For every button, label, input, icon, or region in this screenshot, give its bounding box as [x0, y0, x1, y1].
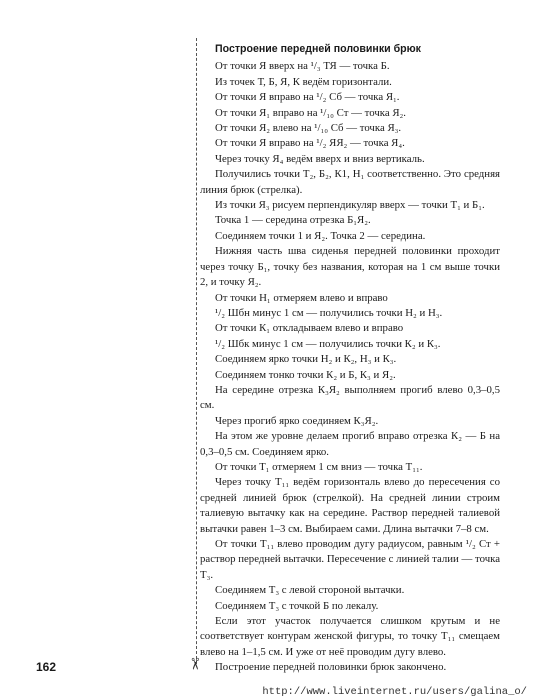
paragraph: Соединяем тонко точки К₂ и Б, К₃ и Я₂. [215, 368, 396, 381]
paragraph: От точки Т₁₁ влево проводим дугу радиусом, равным ¹/₂ Ст + раствор передней вытачки. Пересечение с линией талии — точка Т₃. [200, 538, 500, 581]
paragraph: Соединяем Т₃ с левой стороной вытачки. [215, 584, 405, 597]
paragraph: Если этот участок получается слишком крутым и не соответствует контурам женской фигуры, то точку Т₁₁ смещаем влево на 1–1,5 см. И уже от неё проводим дугу влево. [200, 615, 500, 658]
paragraph: От точки Н₁ отмеряем влево и вправо [215, 291, 388, 304]
paragraph: От точки Я вверх на ¹/₃ ТЯ — точка Б. [215, 60, 390, 73]
paragraph: Соединяем точки 1 и Я₂. Точка 2 — середина. [215, 229, 426, 242]
page-content [200, 42, 500, 676]
section-title: Построение передней половинки брюк [215, 43, 421, 55]
paragraph: Через прогиб ярко соединяем К₃Я₂. [215, 414, 379, 427]
paragraph: Соединяем ярко точки Н₂ и К₂, Н₃ и К₃. [215, 353, 397, 366]
paragraph: Построение передней половинки брюк закончено. [215, 661, 447, 674]
paragraph: Соединяем Т₃ с точкой Б по лекалу. [215, 599, 379, 612]
paragraph: От точки Т₁ отмеряем 1 см вниз — точка Т₁₁. [215, 460, 423, 473]
paragraph: Из точек Т, Б, Я, К ведём горизонтали. [215, 75, 392, 88]
scissors-icon: ✂ [185, 657, 205, 671]
paragraph: Из точки Я₃ рисуем перпендикуляр вверх — точки Т₁ и Б₁. [215, 199, 485, 212]
cut-line [196, 38, 197, 664]
paragraph: Нижняя часть шва сиденья передней половинки проходит через точку Б₁, точку без названия, которая на 1 см выше точки 2, и точку Я₂. [200, 245, 500, 289]
paragraph: Получились точки Т₂, Б₂, К1, Н₁ соответственно. Это средняя линия брюк (стрелка). [200, 168, 500, 196]
paragraph: Точка 1 — середина отрезка Б₁Я₂. [215, 214, 371, 227]
paragraph: ¹/₂ Шбн минус 1 см — получились точки Н₂ и Н₃. [215, 306, 443, 319]
page-number: 162 [36, 660, 57, 674]
paragraph: От точки Я вправо на ¹/₂ ЯЯ₂ — точка Я₄. [215, 137, 405, 150]
watermark-url: http://www.liveinternet.ru/users/galina_o/ [262, 686, 527, 698]
paragraph: От точки К₁ откладываем влево и вправо [215, 322, 404, 335]
paragraph: Через точку Я₄ ведём вверх и вниз вертикаль. [215, 152, 425, 165]
paragraph: От точки Я₁ вправо на ¹/₁₀ Ст — точка Я₂. [215, 106, 406, 119]
paragraph: От точки Я₂ влево на ¹/₁₀ Сб — точка Я₃. [215, 122, 402, 135]
paragraph: На середине отрезка К₃Я₂ выполняем прогиб влево 0,3–0,5 см. [200, 383, 500, 412]
paragraph: ¹/₂ Шбк минус 1 см — получились точки К₂ и К₃. [215, 337, 441, 350]
paragraph: От точки Я вправо на ¹/₂ Сб — точка Я₁. [215, 91, 400, 104]
paragraph: На этом же уровне делаем прогиб вправо отрезка К₂ — Б на 0,3–0,5 см. Соединяем ярко. [200, 430, 500, 458]
paragraph: Через точку Т₁₁ ведём горизонталь влево до пересечения со средней линией брюк (стрелкой). На средней линии строим талиевую вытачку как на середине. Раствор передней талиевой вытачки равен 1–3 см. Выбираем сами. Длина вытачки 7–8 см. [200, 476, 500, 535]
